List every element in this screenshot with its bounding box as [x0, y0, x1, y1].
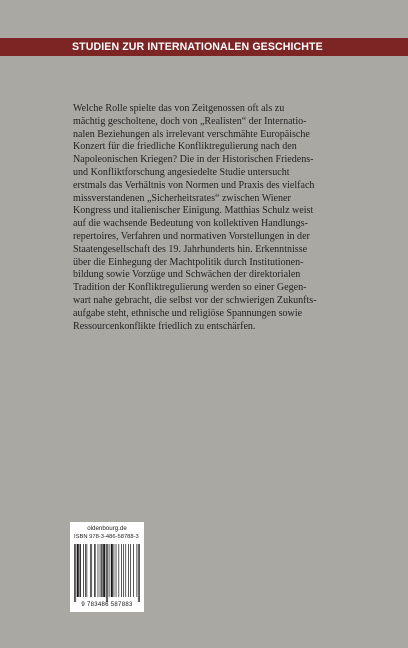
barcode-bar: [107, 544, 108, 602]
barcode-bar: [83, 544, 84, 597]
barcode-bar: [116, 544, 117, 597]
blurb-line: Kongress und italienischer Einigung. Matthias Schulz weist: [73, 205, 314, 217]
blurb-line: Napoleonischen Kriegen? Die in der Historischen Friedens-: [73, 154, 314, 166]
barcode-bar: [102, 544, 103, 597]
blurb-line: aufgabe steht, ethnische und religiöse Spannungen sowie: [73, 307, 303, 319]
barcode-icon: [74, 544, 140, 602]
barcode-bar: [90, 544, 91, 597]
barcode-bar: [98, 544, 99, 597]
barcode-bar: [104, 544, 105, 597]
isbn-number: ISBN 978-3-486-58788-3: [74, 534, 139, 540]
barcode-bar: [109, 544, 110, 597]
barcode-bar: [121, 544, 122, 597]
barcode-digits: 9 783486 587883: [81, 602, 133, 608]
barcode-bar: [91, 544, 92, 597]
blurb-line: missverstandenen „Sicherheitsrates“ zwischen Wiener: [73, 192, 291, 204]
publisher-url: oldenbourg.de: [87, 525, 127, 532]
barcode-bar: [118, 544, 119, 597]
barcode-bar: [133, 544, 134, 597]
barcode-bar: [80, 544, 81, 597]
barcode-bar: [112, 544, 113, 597]
barcode-bar: [111, 544, 112, 597]
barcode-bar: [128, 544, 129, 597]
barcode-bar: [138, 544, 139, 602]
barcode-bar: [106, 544, 107, 602]
blurb-line: Konzert für die friedliche Konfliktregulierung nach den: [73, 141, 297, 153]
blurb-line: Ressourcenkonflikte friedlich zu entschärfen.: [73, 320, 256, 332]
barcode-bar: [100, 544, 101, 597]
barcode-bar: [125, 544, 126, 597]
barcode-bar: [114, 544, 115, 597]
barcode-bar: [75, 544, 76, 602]
blurb-line: und Konfliktforschung angesiedelte Studie untersucht: [73, 166, 290, 178]
back-cover-blurb: [73, 103, 373, 333]
blurb-line: nalen Beziehungen als irrelevant verschmähte Europäische: [73, 128, 310, 140]
barcode-bar: [130, 544, 131, 597]
barcode-bar: [103, 544, 104, 597]
blurb-line: Tradition der Konfliktregulierung werden so einer Gegen-: [73, 282, 307, 294]
barcode-bar: [112, 544, 113, 597]
barcode-bar: [85, 544, 86, 597]
series-title: STUDIEN ZUR INTERNATIONALEN GESCHICHTE: [72, 41, 323, 53]
barcode-bar: [139, 544, 140, 602]
barcode-bar: [94, 544, 95, 597]
barcode-bar: [95, 544, 96, 597]
blurb-line: erstmals das Verhältnis von Normen und Praxis des vielfach: [73, 179, 315, 191]
blurb-line: auf die wachsende Bedeutung von kollektiven Handlungs-: [73, 218, 308, 230]
blurb-line: wart nahe gebracht, die selbst vor der schwierigen Zukunfts-: [73, 294, 317, 306]
isbn-barcode-label: [70, 522, 144, 612]
barcode-bar: [80, 544, 81, 597]
blurb-line: Welche Rolle spielte das von Zeitgenossen oft als zu: [73, 103, 285, 114]
barcode-bar: [101, 544, 102, 597]
barcode-bar: [105, 544, 106, 597]
blurb-line: repertoires, Verfahren und normativen Vorstellungen in der: [73, 230, 310, 242]
barcode-bar: [137, 544, 138, 597]
barcode-bar: [77, 544, 78, 597]
barcode-bar: [123, 544, 124, 597]
blurb-line: mächtig gescholtene, doch von „Realisten“ der Internatio-: [73, 115, 307, 127]
barcode-bar: [74, 544, 75, 602]
barcode-bar: [78, 544, 79, 597]
barcode-bar: [87, 544, 88, 597]
blurb-line: bildung sowie Vorzüge und Schwächen der direktorialen: [73, 269, 301, 281]
barcode-bar: [77, 544, 78, 597]
series-banner: [0, 38, 408, 56]
blurb-line: über die Einhegung der Machtpolitik durch Institutionen-: [73, 256, 304, 268]
blurb-line: Staatengesellschaft des 19. Jahrhunderts hin. Erkenntnisse: [73, 243, 308, 255]
